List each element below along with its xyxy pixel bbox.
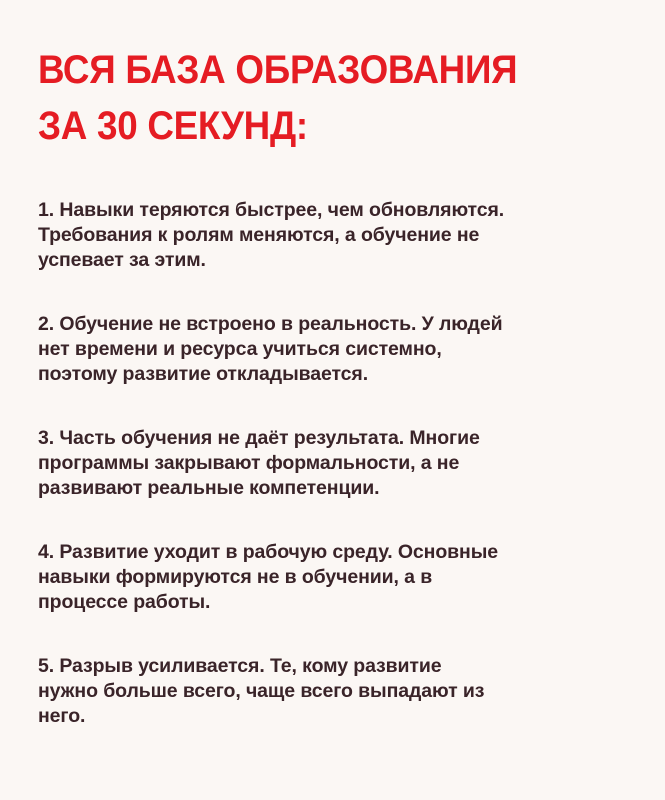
point-5-line-2: нужно больше всего, чаще всего выпадают из [38, 680, 485, 702]
point-2-line-1: 2. Обучение не встроено в реальность. У людей [38, 313, 503, 335]
point-5 [38, 654, 631, 729]
point-5-line-1: 5. Разрыв усиливается. Те, кому развитие [38, 655, 442, 677]
title-line-1: ВСЯ БАЗА ОБРАЗОВАНИЯ [38, 48, 518, 92]
point-3-line-2: программы закрывают формальности, а не [38, 452, 460, 474]
point-1 [38, 198, 631, 273]
point-3-line-1: 3. Часть обучения не даёт результата. Многие [38, 427, 480, 449]
point-2-line-2: нет времени и ресурса учиться системно, [38, 338, 442, 360]
point-3 [38, 426, 631, 501]
point-1-line-2: Требования к ролям меняются, а обучение не [38, 224, 480, 246]
points-list [38, 198, 631, 729]
point-4 [38, 540, 631, 615]
point-4-line-1: 4. Развитие уходит в рабочую среду. Основные [38, 541, 499, 563]
title-line-2: ЗА 30 СЕКУНД: [38, 104, 308, 148]
point-4-line-2: навыки формируются не в обучении, а в [38, 566, 433, 588]
point-4-line-3: процессе работы. [38, 591, 211, 613]
point-2-line-3: поэтому развитие откладывается. [38, 363, 369, 385]
point-5-line-3: него. [38, 705, 86, 727]
point-3-line-3: развивают реальные компетенции. [38, 477, 380, 499]
point-1-line-3: успевает за этим. [38, 249, 206, 271]
page-title [38, 42, 584, 154]
point-1-line-1: 1. Навыки теряются быстрее, чем обновляются. [38, 199, 505, 221]
point-2 [38, 312, 631, 387]
